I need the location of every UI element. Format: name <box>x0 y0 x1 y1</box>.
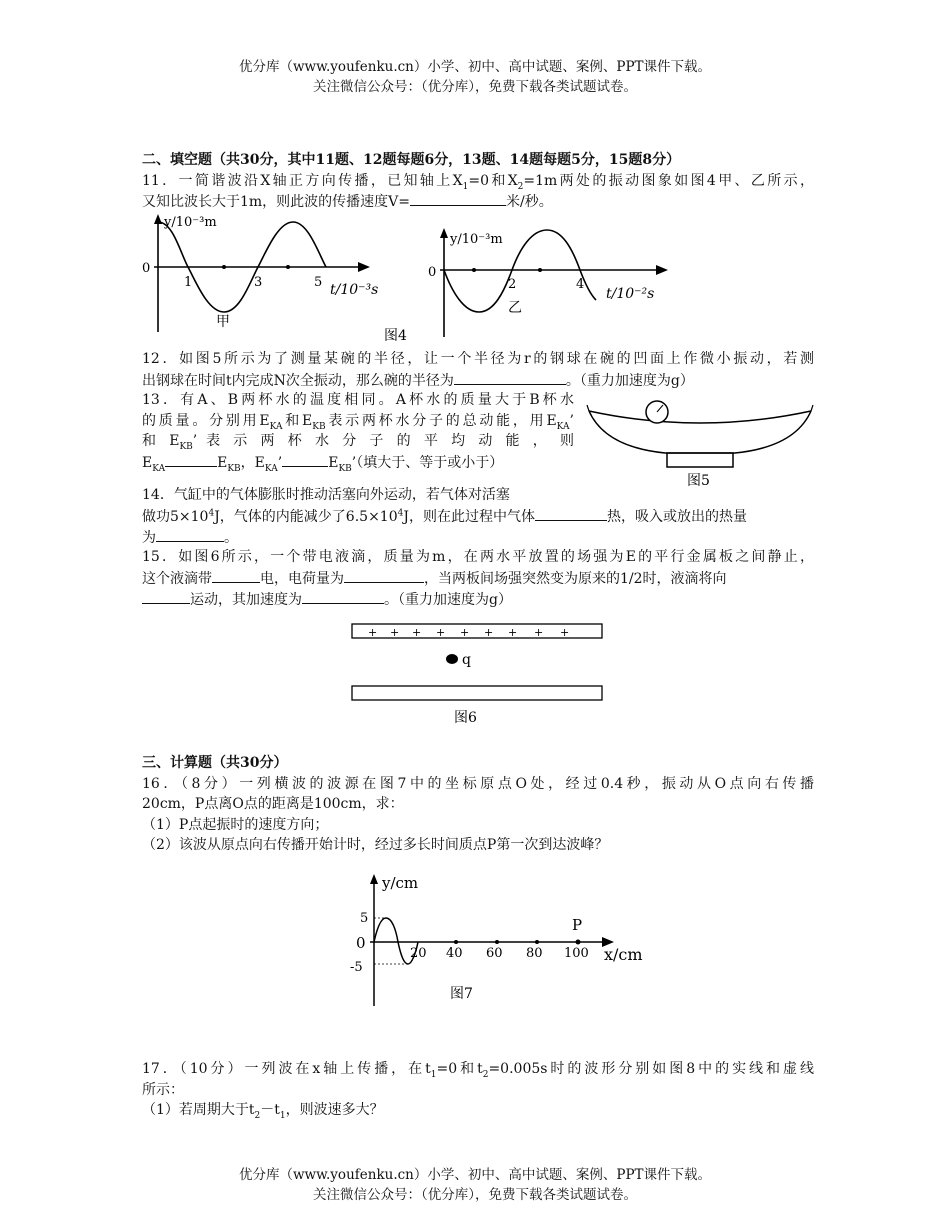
answer-blank <box>535 506 607 521</box>
origin-label: 0 <box>142 261 151 276</box>
footer-line-2: 关注微信公众号：（优分库），免费下载各类试题试卷。 <box>313 1187 637 1203</box>
exam-body <box>142 150 814 213</box>
y-tick-label: 0 <box>356 934 366 952</box>
answer-blank <box>302 589 384 604</box>
x-tick-label: 40 <box>446 946 463 961</box>
tick-label: 4 <box>576 277 585 292</box>
axis-dot <box>535 940 539 944</box>
bowl-base <box>667 453 733 467</box>
x-axis-label: x/cm <box>604 945 643 964</box>
tick-label: 2 <box>508 277 517 292</box>
axis-dot <box>538 268 542 272</box>
header-line-1: 优分库（www.youfenku.cn）小学、初中、高中试题、案例、PPT课件下载。 <box>238 59 712 75</box>
y-tick-label: 5 <box>360 911 369 926</box>
answer-blank <box>212 568 260 583</box>
answer-blank <box>165 452 217 467</box>
x-tick-label: 20 <box>410 946 427 961</box>
question-15: 15．如图6所示，一个带电液滴，质量为m，在两水平放置的场强为E的平行金属板之间静止， 这个液滴带 电，电荷量为 ，当两板间场强突然变为原来的1/2时，液滴将向 运动，其加速度为 。（重力加速度为g） <box>142 549 814 608</box>
figure-caption: 图6 <box>454 710 477 726</box>
y-axis-label: y/10⁻³m <box>450 232 503 247</box>
figure-6 <box>348 618 610 730</box>
axis-dot <box>222 265 226 269</box>
x-tick-label: 60 <box>486 946 503 961</box>
question-14: 14．气缸中的气体膨胀时推动活塞向外运动，若气体对活塞 做功$5\times 10^4J$，气体的内能减少了$6.5\times 10^4J$，则在此过程中气体 热，吸入或放出的热量 为 。 <box>142 487 747 546</box>
figure-4 <box>138 212 698 347</box>
section-3 <box>142 753 814 856</box>
figure-5 <box>585 395 815 490</box>
answer-blank <box>156 527 224 542</box>
tick-label: 5 <box>314 275 323 290</box>
plate-sign: + <box>560 626 570 639</box>
answer-blank <box>344 568 424 583</box>
question-16: 16．（8分）一列横波的波源在图7中的坐标原点O处，经过0.4秒，振动从O点向右传播 20cm，P点离O点的距离是100cm，求： （1）P点起振时的速度方向； （2）该波从原点向右传播开始计时，经过多长时间质点P第一次到达波峰？ <box>142 775 814 853</box>
plate-sign: + <box>534 626 544 639</box>
axis-dot <box>495 940 499 944</box>
x-axis-arrow <box>358 262 370 272</box>
x-axis-arrow <box>656 265 668 275</box>
header-line-2: 关注微信公众号：（优分库），免费下载各类试题试卷。 <box>313 79 637 95</box>
plate-sign: + <box>484 626 494 639</box>
graph-name: 乙 <box>508 300 522 316</box>
axis-dot <box>472 268 476 272</box>
answer-blank <box>282 452 328 467</box>
y-axis-label: y/cm <box>382 874 419 892</box>
x-tick-label: 100 <box>564 946 589 961</box>
figure-7 <box>340 868 660 1010</box>
section-2-title: 二、填空题（共30分，其中11题、12题每题6分，13题、14题每题5分，15题8分） <box>142 152 681 168</box>
plate-sign: + <box>390 626 400 639</box>
question-17: 17．（10分）一列波在x轴上传播，在$t_1=0$和$t_2=0.005s$时的波形分别如图8中的实线和虚线 所示： （1）若周期大于$t_2-t_1$，则波速多大？ <box>142 1061 814 1121</box>
point-p <box>576 940 581 945</box>
footer-line-1: 优分库（www.youfenku.cn）小学、初中、高中试题、案例、PPT课件下载。 <box>238 1167 712 1183</box>
axis-dot <box>454 940 458 944</box>
plate-sign: + <box>460 626 470 639</box>
plate-sign: + <box>508 626 518 639</box>
y-axis-arrow <box>440 228 448 238</box>
fig4-graph-a <box>142 214 378 332</box>
x-axis-label: t/10⁻²s <box>606 286 655 302</box>
y-tick-label: -5 <box>350 960 363 975</box>
tick-label: 1 <box>184 275 193 290</box>
figure-caption: 图4 <box>384 328 407 344</box>
answer-blank <box>410 191 506 206</box>
bowl-rim <box>587 405 813 411</box>
page-header <box>0 57 950 97</box>
question-11: 11．一简谐波沿X轴正方向传播，已知轴上$X_1=0$和$X_2=1m$两处的振动图象如图4甲、乙所示， 又知比波长大于1m，则此波的传播速度V= 米/秒。 <box>142 172 814 210</box>
figure-caption: 图7 <box>450 986 473 1002</box>
plate-sign: + <box>412 626 422 639</box>
origin-label: 0 <box>428 265 437 280</box>
charged-droplet <box>446 654 458 664</box>
graph-name: 甲 <box>216 314 230 330</box>
plate-sign: + <box>368 626 378 639</box>
page-footer <box>0 1165 950 1205</box>
question-13: 13．有A、B两杯水的温度相同。A杯水的质量大于B杯水 的质量。分别用$E_{KA}$和$E_{KB}$表示两杯水分子的总动能，用$E_{KA}$’ 和 $E_{KB}$’ 表 示 两 杯 水 分 子 的 平 均 动 能 ， 则 $E_{KA}$ $E_{KB}$，$E_{KA}$’ $E_{KB}$’（填大于、等于或小于） <box>142 392 574 474</box>
question-12: 12．如图5所示为了测量某碗的半径，让一个半径为r的钢球在碗的凹面上作微小振动，若测 出钢球在时间t内完成N次全振动，那么碗的半径为 。（重力加速度为g） <box>142 351 814 389</box>
tick-label: 3 <box>254 275 263 290</box>
bowl-inner <box>589 411 811 423</box>
bottom-plate <box>352 686 602 700</box>
y-axis-label: y/10⁻³m <box>164 215 217 230</box>
section-3-title: 三、计算题（共30分） <box>142 755 288 771</box>
charge-label: q <box>462 652 471 668</box>
y-axis-arrow <box>370 874 378 884</box>
fig4-graph-b <box>428 228 668 337</box>
plate-sign: + <box>436 626 446 639</box>
x-tick-label: 80 <box>526 946 543 961</box>
axis-dot <box>286 265 290 269</box>
answer-blank <box>142 589 190 604</box>
figure-caption: 图5 <box>687 473 710 489</box>
point-label: P <box>572 916 583 934</box>
x-axis-label: t/10⁻³s <box>330 282 379 298</box>
answer-blank <box>454 370 566 385</box>
